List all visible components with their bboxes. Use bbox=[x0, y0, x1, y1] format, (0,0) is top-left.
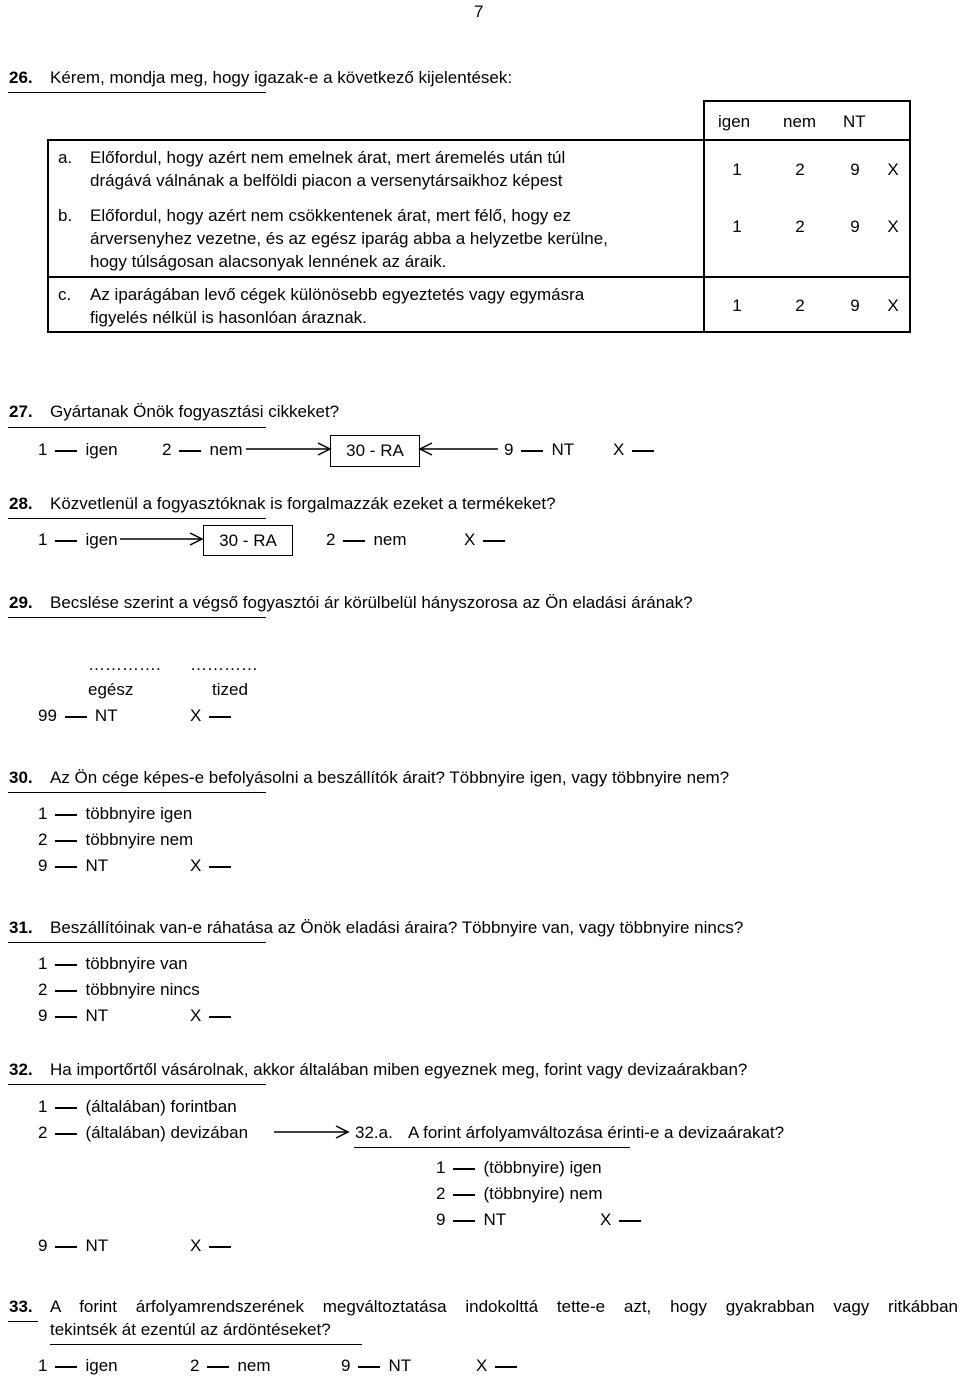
q26-header-nem: nem bbox=[783, 112, 817, 131]
q31-option-x[interactable] bbox=[190, 1006, 239, 1026]
q32-underline bbox=[8, 1084, 266, 1085]
code: X bbox=[464, 530, 476, 549]
q26-row-text: Az iparágában levő cégek különösebb egyeztetés vagy egymásra bbox=[90, 285, 585, 304]
arrow-right-icon bbox=[118, 531, 206, 547]
q26-code[interactable]: X bbox=[887, 217, 899, 236]
code: 9 bbox=[38, 1006, 48, 1025]
code: 1 bbox=[38, 440, 48, 459]
code: 9 bbox=[341, 1356, 351, 1375]
q26-code[interactable]: 1 bbox=[732, 296, 742, 315]
q26-code[interactable]: X bbox=[887, 160, 899, 179]
code: 9 bbox=[38, 1236, 48, 1255]
code: 1 bbox=[38, 530, 48, 549]
code: X bbox=[190, 856, 202, 875]
q32-text: Ha importőrtől vásárolnak, akkor általában miben egyeznek meg, forint vagy devizaárakban? bbox=[50, 1060, 748, 1079]
label: (általában) forintban bbox=[85, 1097, 237, 1116]
label: NT bbox=[85, 856, 109, 875]
blank: ………… bbox=[88, 655, 156, 674]
code: X bbox=[613, 440, 625, 459]
q27-option-x[interactable] bbox=[613, 440, 662, 460]
q29-label-tenth: tized bbox=[212, 680, 248, 699]
q28-option-igen[interactable] bbox=[38, 530, 118, 550]
code: 2 bbox=[162, 440, 172, 459]
label: (általában) devizában bbox=[85, 1123, 249, 1142]
label: nem bbox=[237, 1356, 271, 1375]
q28-underline bbox=[8, 518, 266, 519]
q26-code[interactable]: 1 bbox=[732, 217, 742, 236]
arrow-right-icon bbox=[272, 1124, 352, 1140]
q28-goto-box: 30 - RA bbox=[203, 525, 293, 556]
label: igen bbox=[85, 1356, 118, 1375]
label: (többnyire) igen bbox=[483, 1158, 602, 1177]
label: NT bbox=[388, 1356, 412, 1375]
q32-number: 32. bbox=[9, 1060, 33, 1079]
q28-number: 28. bbox=[9, 494, 33, 513]
q26-row-letter: c. bbox=[58, 285, 72, 304]
label: igen bbox=[85, 440, 118, 459]
q33-option-nt[interactable] bbox=[341, 1356, 411, 1376]
q26-code[interactable]: 9 bbox=[850, 217, 860, 236]
code: 99 bbox=[38, 706, 57, 725]
q27-text: Gyártanak Önök fogyasztási cikkeket? bbox=[50, 402, 340, 421]
q32a-option[interactable] bbox=[436, 1210, 506, 1230]
q29-blank-whole[interactable] bbox=[88, 655, 161, 675]
code: X bbox=[190, 706, 202, 725]
code: 9 bbox=[504, 440, 514, 459]
q26-row-text: Előfordul, hogy azért nem emelnek árat, mert áremelés után túl bbox=[90, 148, 566, 167]
decimal-sep: . bbox=[156, 655, 161, 674]
q33-underline bbox=[50, 1344, 362, 1345]
q28-text: Közvetlenül a fogyasztóknak is forgalmazzák ezeket a termékeket? bbox=[50, 494, 556, 513]
q33-option-nem[interactable] bbox=[190, 1356, 271, 1376]
q31-option[interactable] bbox=[38, 1006, 108, 1026]
q26-row-text: Előfordul, hogy azért nem csökkentenek árat, mert félő, hogy ez bbox=[90, 206, 571, 225]
q30-option[interactable] bbox=[38, 804, 192, 824]
q33-text-line1: A forint árfolyamrendszerének megváltoztatása indokolttá tette-e azt, hogy gyakrabban vagy ritkábban bbox=[50, 1297, 958, 1316]
q30-option[interactable] bbox=[38, 856, 108, 876]
label: NT bbox=[551, 440, 575, 459]
q31-number: 31. bbox=[9, 918, 33, 937]
q32a-text: A forint árfolyamváltozása érinti-e a devizaárakat? bbox=[408, 1123, 785, 1142]
q31-underline bbox=[8, 942, 266, 943]
label: (többnyire) nem bbox=[483, 1184, 603, 1203]
q29-option-x[interactable] bbox=[190, 706, 239, 726]
code: X bbox=[600, 1210, 612, 1229]
q27-number: 27. bbox=[9, 402, 33, 421]
q26-row-text: hogy túlságosan alacsonyak lennének az áraik. bbox=[90, 252, 447, 271]
q29-number: 29. bbox=[9, 593, 33, 612]
q33-text-line2: tekintsék át ezentúl az árdöntéseket? bbox=[50, 1320, 331, 1339]
label: többnyire igen bbox=[85, 804, 193, 823]
q26-underline bbox=[8, 92, 266, 93]
label: NT bbox=[94, 706, 118, 725]
q26-code[interactable]: X bbox=[887, 296, 899, 315]
code: X bbox=[190, 1006, 202, 1025]
q27-option-nt[interactable] bbox=[504, 440, 574, 460]
q31-option[interactable] bbox=[38, 954, 188, 974]
code: 9 bbox=[38, 856, 48, 875]
q27-underline bbox=[8, 427, 266, 428]
q32a-option-x[interactable] bbox=[600, 1210, 649, 1230]
q26-code[interactable]: 1 bbox=[732, 160, 742, 179]
code: 1 bbox=[436, 1158, 446, 1177]
q26-code[interactable]: 9 bbox=[850, 296, 860, 315]
q28-option-nem[interactable] bbox=[326, 530, 407, 550]
label: nem bbox=[373, 530, 407, 549]
q29-text: Becslése szerint a végső fogyasztói ár körülbelül hányszorosa az Ön eladási árának? bbox=[50, 593, 693, 612]
label: többnyire van bbox=[85, 954, 188, 973]
q26-code[interactable]: 9 bbox=[850, 160, 860, 179]
q29-blank-tenth[interactable]: ………… bbox=[190, 655, 258, 674]
q26-row-text: figyelés nélkül is hasonlóan áraznak. bbox=[90, 308, 367, 327]
code: 1 bbox=[38, 954, 48, 973]
q33-option-x[interactable] bbox=[476, 1356, 525, 1376]
q29-underline bbox=[8, 617, 266, 618]
code: 2 bbox=[190, 1356, 200, 1375]
q27-option-nem[interactable] bbox=[162, 440, 243, 460]
q32a-number: 32.a. bbox=[355, 1123, 393, 1142]
code: 1 bbox=[38, 1097, 48, 1116]
q26-number: 26. bbox=[9, 68, 33, 87]
q29-label-whole: egész bbox=[88, 680, 134, 699]
code: 1 bbox=[38, 804, 48, 823]
q26-header-igen: igen bbox=[718, 112, 751, 131]
q32a-option[interactable] bbox=[436, 1158, 602, 1178]
label: nem bbox=[209, 440, 243, 459]
q26-code[interactable]: 2 bbox=[795, 217, 805, 236]
q33-underline bbox=[8, 1321, 38, 1322]
q30-option-x[interactable] bbox=[190, 856, 239, 876]
q32-option[interactable] bbox=[38, 1123, 248, 1143]
q26-text: Kérem, mondja meg, hogy igazak-e a következő kijelentések: bbox=[50, 68, 513, 87]
code: 2 bbox=[436, 1184, 446, 1203]
q33-number: 33. bbox=[9, 1297, 33, 1316]
code: 2 bbox=[38, 980, 48, 999]
code: 2 bbox=[326, 530, 336, 549]
q32-option[interactable] bbox=[38, 1236, 108, 1256]
label: többnyire nincs bbox=[85, 980, 200, 999]
code: X bbox=[476, 1356, 488, 1375]
q26-code[interactable]: 2 bbox=[795, 160, 805, 179]
q30-underline bbox=[8, 792, 266, 793]
label: NT bbox=[483, 1210, 507, 1229]
q30-option[interactable] bbox=[38, 830, 193, 850]
page-number: 7 bbox=[474, 2, 484, 21]
q31-option[interactable] bbox=[38, 980, 200, 1000]
arrow-left-icon bbox=[418, 441, 500, 457]
q30-text: Az Ön cége képes-e befolyásolni a beszállítók árait? Többnyire igen, vagy többnyire nem? bbox=[50, 768, 730, 787]
q26-row-letter: a. bbox=[58, 148, 73, 167]
label: igen bbox=[85, 530, 118, 549]
code: 9 bbox=[436, 1210, 446, 1229]
q32a-underline bbox=[354, 1147, 630, 1148]
q26-row-letter: b. bbox=[58, 206, 73, 225]
q29-option-nt[interactable] bbox=[38, 706, 118, 726]
q26-code[interactable]: 2 bbox=[795, 296, 805, 315]
arrow-right-icon bbox=[244, 441, 336, 457]
q27-option-igen[interactable] bbox=[38, 440, 118, 460]
q28-option-x[interactable] bbox=[464, 530, 513, 550]
q31-text: Beszállítóinak van-e ráhatása az Önök eladási áraira? Többnyire van, vagy többnyire nincs? bbox=[50, 918, 744, 937]
q33-option-igen[interactable] bbox=[38, 1356, 118, 1376]
q26-header-nt: NT bbox=[843, 112, 866, 131]
q26-row-text: drágává válnának a belföldi piacon a versenytársaikhoz képest bbox=[90, 171, 563, 190]
q30-number: 30. bbox=[9, 768, 33, 787]
q32a-option[interactable] bbox=[436, 1184, 603, 1204]
q32-option-x[interactable] bbox=[190, 1236, 239, 1256]
label: NT bbox=[85, 1006, 109, 1025]
label: NT bbox=[85, 1236, 109, 1255]
code: 2 bbox=[38, 1123, 48, 1142]
code: 1 bbox=[38, 1356, 48, 1375]
q27-goto-box: 30 - RA bbox=[330, 435, 420, 467]
code: 2 bbox=[38, 830, 48, 849]
q32-option[interactable] bbox=[38, 1097, 237, 1117]
label: többnyire nem bbox=[85, 830, 194, 849]
code: X bbox=[190, 1236, 202, 1255]
q26-row-text: árversenyhez vezetne, és az egész iparág abba a helyzetbe kerülne, bbox=[90, 229, 608, 248]
